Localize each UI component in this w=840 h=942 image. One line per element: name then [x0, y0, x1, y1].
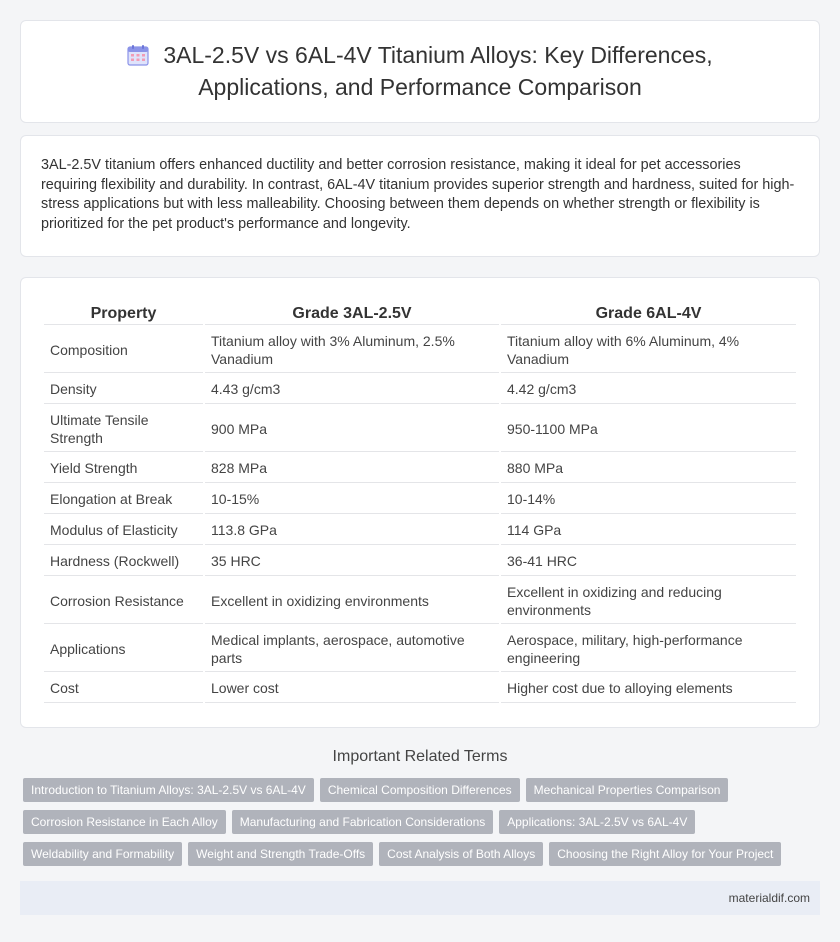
intro-card — [20, 135, 820, 257]
related-tag[interactable]: Cost Analysis of Both Alloys — [379, 842, 543, 866]
header-grade-6al: Grade 6AL-4V — [501, 302, 796, 325]
property-cell: Cost — [44, 674, 203, 703]
table-row — [44, 516, 796, 545]
footer — [20, 881, 820, 915]
table-row — [44, 485, 796, 514]
table-row — [44, 454, 796, 483]
value-6al-cell: 880 MPa — [501, 454, 796, 483]
property-cell: Composition — [44, 327, 203, 373]
value-6al-cell: Higher cost due to alloying elements — [501, 674, 796, 703]
related-tag[interactable]: Manufacturing and Fabrication Considerations — [232, 810, 493, 834]
property-cell: Applications — [44, 626, 203, 672]
value-3al-cell: Lower cost — [205, 674, 499, 703]
value-6al-cell: Aerospace, military, high-performance engineering — [501, 626, 796, 672]
related-terms-heading: Important Related Terms — [332, 748, 508, 765]
value-6al-cell: 10-14% — [501, 485, 796, 514]
related-tag[interactable]: Applications: 3AL-2.5V vs 6AL-4V — [499, 810, 695, 834]
property-cell: Corrosion Resistance — [44, 578, 203, 624]
property-cell: Yield Strength — [44, 454, 203, 483]
header-property: Property — [44, 302, 203, 325]
value-6al-cell: Excellent in oxidizing and reducing environments — [501, 578, 796, 624]
value-6al-cell: Titanium alloy with 6% Aluminum, 4% Vanadium — [501, 327, 796, 373]
related-tag[interactable]: Weldability and Formability — [23, 842, 182, 866]
table-row — [44, 327, 796, 373]
value-3al-cell: Medical implants, aerospace, automotive parts — [205, 626, 499, 672]
value-3al-cell: Titanium alloy with 3% Aluminum, 2.5% Vanadium — [205, 327, 499, 373]
comparison-table — [42, 300, 798, 705]
table-row — [44, 674, 796, 703]
value-3al-cell: 35 HRC — [205, 547, 499, 576]
related-tag[interactable]: Corrosion Resistance in Each Alloy — [23, 810, 226, 834]
property-cell: Ultimate Tensile Strength — [44, 406, 203, 452]
page-title — [61, 41, 779, 102]
table-row — [44, 547, 796, 576]
value-6al-cell: 950-1100 MPa — [501, 406, 796, 452]
value-3al-cell: 828 MPa — [205, 454, 499, 483]
value-6al-cell: 114 GPa — [501, 516, 796, 545]
value-6al-cell: 36-41 HRC — [501, 547, 796, 576]
value-3al-cell: 10-15% — [205, 485, 499, 514]
property-cell: Hardness (Rockwell) — [44, 547, 203, 576]
table-header-row — [44, 302, 796, 325]
footer-site[interactable]: materialdif.com — [728, 891, 810, 905]
table-row — [44, 406, 796, 452]
related-terms-section — [0, 748, 840, 866]
intro-paragraph: 3AL-2.5V titanium offers enhanced ductility and better corrosion resistance, making it ideal for pet accessories requiring flexibility and durability. In contrast, 6AL-4V titanium provides superior strength and hardness, suited for high-stress applications but with less malleability. Choosing between them depends on whether strength or flexibility is prioritized for the pet product's performance and longevity. — [41, 157, 795, 232]
table-row — [44, 626, 796, 672]
property-cell: Modulus of Elasticity — [44, 516, 203, 545]
property-cell: Elongation at Break — [44, 485, 203, 514]
title-card — [20, 20, 820, 123]
related-tag[interactable]: Introduction to Titanium Alloys: 3AL-2.5V vs 6AL-4V — [23, 778, 314, 802]
value-3al-cell: 900 MPa — [205, 406, 499, 452]
value-3al-cell: Excellent in oxidizing environments — [205, 578, 499, 624]
value-3al-cell: 113.8 GPa — [205, 516, 499, 545]
related-tag[interactable]: Chemical Composition Differences — [320, 778, 520, 802]
table-row — [44, 578, 796, 624]
related-tag[interactable]: Weight and Strength Trade-Offs — [188, 842, 373, 866]
table-row — [44, 375, 796, 404]
related-tags — [0, 766, 840, 866]
value-6al-cell: 4.42 g/cm3 — [501, 375, 796, 404]
related-tag[interactable]: Choosing the Right Alloy for Your Project — [549, 842, 781, 866]
calendar-icon — [127, 44, 149, 73]
comparison-table-card — [20, 277, 820, 728]
property-cell: Density — [44, 375, 203, 404]
header-grade-3al: Grade 3AL-2.5V — [205, 302, 499, 325]
page-title-text: 3AL-2.5V vs 6AL-4V Titanium Alloys: Key Differences, Applications, and Performance Comparison — [163, 42, 713, 100]
related-tag[interactable]: Mechanical Properties Comparison — [526, 778, 729, 802]
value-3al-cell: 4.43 g/cm3 — [205, 375, 499, 404]
